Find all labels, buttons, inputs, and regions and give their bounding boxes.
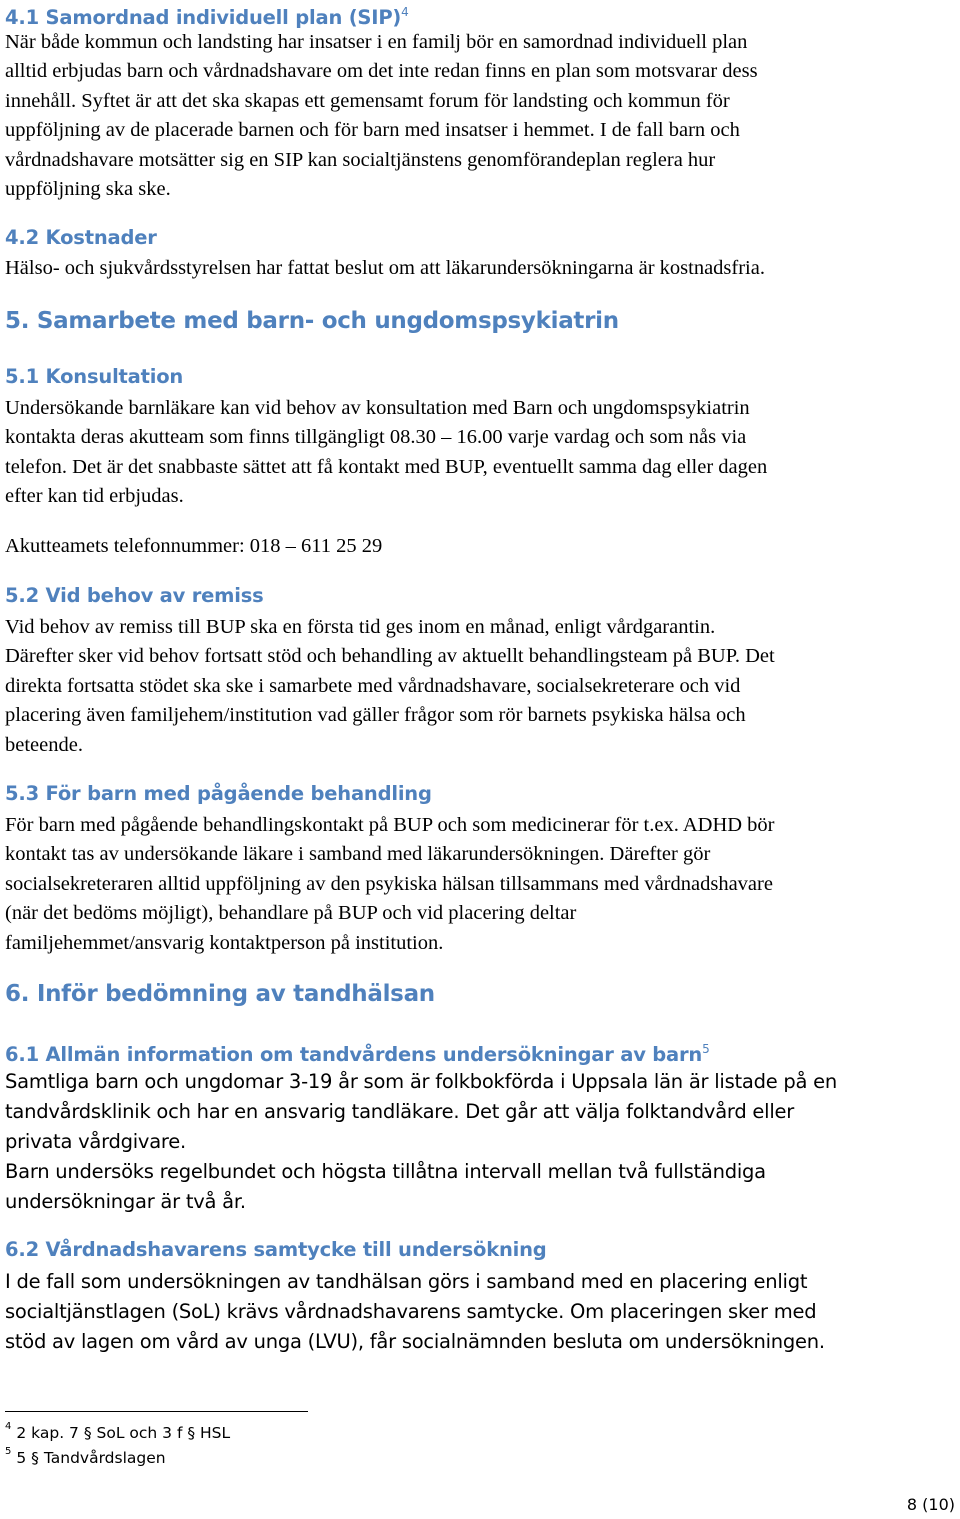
text-line: vårdnadshavare motsätter sig en SIP kan socialtjänstens genomförandeplan reglera hur <box>5 148 716 171</box>
paragraph-6-2 <box>5 1267 955 1357</box>
text-line: I de fall som undersökningen av tandhälsan görs i samband med en placering enligt <box>5 1270 808 1293</box>
heading-5: 5. Samarbete med barn- och ungdomspsykiatrin <box>5 308 619 334</box>
paragraph-5-3 <box>5 811 955 958</box>
heading-4-2: 4.2 Kostnader <box>5 226 157 249</box>
heading-6: 6. Inför bedömning av tandhälsan <box>5 981 435 1007</box>
text-line: familjehemmet/ansvarig kontaktperson på institution. <box>5 931 444 954</box>
heading-5-2: 5.2 Vid behov av remiss <box>5 584 264 607</box>
text-line: privata vårdgivare. <box>5 1130 186 1153</box>
text-line: När både kommun och landsting har insatser i en familj bör en samordnad individuell plan <box>5 31 748 53</box>
text-line: undersökningar är två år. <box>5 1190 246 1213</box>
heading-5-1: 5.1 Konsultation <box>5 365 184 388</box>
page-number: 8 (10) <box>906 1495 955 1514</box>
text-line: För barn med pågående behandlingskontakt på BUP och som medicinerar för t.ex. ADHD bör <box>5 814 775 836</box>
text-line: (när det bedöms möjligt), behandlare på BUP och vid placering deltar <box>5 902 577 925</box>
paragraph-5-1 <box>5 394 955 512</box>
paragraph-5-2 <box>5 613 955 760</box>
footnote-ref-4: 4 <box>401 5 409 19</box>
paragraph-4-1 <box>5 28 955 204</box>
paragraph-6-1 <box>5 1067 955 1217</box>
text-line: placering även familjehem/institution vad gäller frågor som rör barnets psykiska hälsa och <box>5 704 746 727</box>
text-line: Vid behov av remiss till BUP ska en första tid ges inom en månad, enligt vårdgarantin. <box>5 616 716 638</box>
text-line: Barn undersöks regelbundet och högsta tillåtna intervall mellan två fullständiga <box>5 1160 766 1183</box>
phone-number-line: Akutteamets telefonnummer: 018 – 611 25 29 <box>5 535 383 557</box>
text-line: kontakta deras akutteam som finns tillgängligt 08.30 – 16.00 varje vardag och som nås via <box>5 426 747 449</box>
text-line: socialsekreteraren alltid uppföljning av den psykiska hälsan tillsammans med vårdnadshavare <box>5 872 773 895</box>
text-line: Samtliga barn och ungdomar 3-19 år som är folkbokförda i Uppsala län är listade på en <box>5 1070 838 1093</box>
text-line: telefon. Det är det snabbaste sättet att få kontakt med BUP, eventuellt samma dag eller dagen <box>5 455 768 478</box>
paragraph-4-2 <box>5 254 955 283</box>
text-line: beteende. <box>5 733 83 756</box>
text-line: Undersökande barnläkare kan vid behov av konsultation med Barn och ungdomspsykiatrin <box>5 397 750 419</box>
text-line: direkta fortsatta stödet ska ske i samarbete med vårdnadshavare, socialsekreterare och vid <box>5 674 741 697</box>
text-line: tandvårdsklinik och har en ansvarig tandläkare. Det går att välja folktandvård eller <box>5 1100 795 1123</box>
text-line: kontakt tas av undersökande läkare i samband med läkarundersökningen. Därefter gör <box>5 843 711 866</box>
heading-6-1: 6.1 Allmän information om tandvårdens undersökningar av barn$^5$ <box>5 1042 710 1066</box>
heading-6-2: 6.2 Vårdnadshavarens samtycke till undersökning <box>5 1238 547 1261</box>
heading-4-1: 4.1 Samordnad individuell plan (SIP)$^4$ <box>5 5 409 29</box>
text-line: uppföljning ska ske. <box>5 178 171 201</box>
text-line: Hälso- och sjukvårdsstyrelsen har fattat beslut om att läkarundersökningarna är kostnadsfria. <box>5 257 765 279</box>
footnote-4: $^4$ 2 kap. 7 § SoL och 3 f § HSL <box>5 1421 231 1442</box>
text-line: alltid erbjudas barn och vårdnadshavare om det inte redan finns en plan som motsvarar dess <box>5 60 758 83</box>
text-line: stöd av lagen om vård av unga (LVU), får socialnämnden besluta om undersökningen. <box>5 1330 825 1353</box>
text-line: socialtjänstlagen (SoL) krävs vårdnadshavarens samtycke. Om placeringen sker med <box>5 1300 817 1323</box>
text-line: Därefter sker vid behov fortsatt stöd och behandling av aktuellt behandlingsteam på BUP. Det <box>5 645 775 668</box>
footnote-ref-5: 5 <box>702 1042 710 1056</box>
text-line: innehåll. Syftet är att det ska skapas ett gemensamt forum för landsting och kommun för <box>5 89 730 112</box>
footnote-5: $^5$ 5 § Tandvårdslagen <box>5 1446 166 1467</box>
footnote-separator <box>5 1411 308 1412</box>
text-line: uppföljning av de placerade barnen och för barn med insatser i hemmet. I de fall barn och <box>5 119 740 142</box>
text-line: efter kan tid erbjudas. <box>5 485 184 508</box>
heading-5-3: 5.3 För barn med pågående behandling <box>5 782 432 805</box>
